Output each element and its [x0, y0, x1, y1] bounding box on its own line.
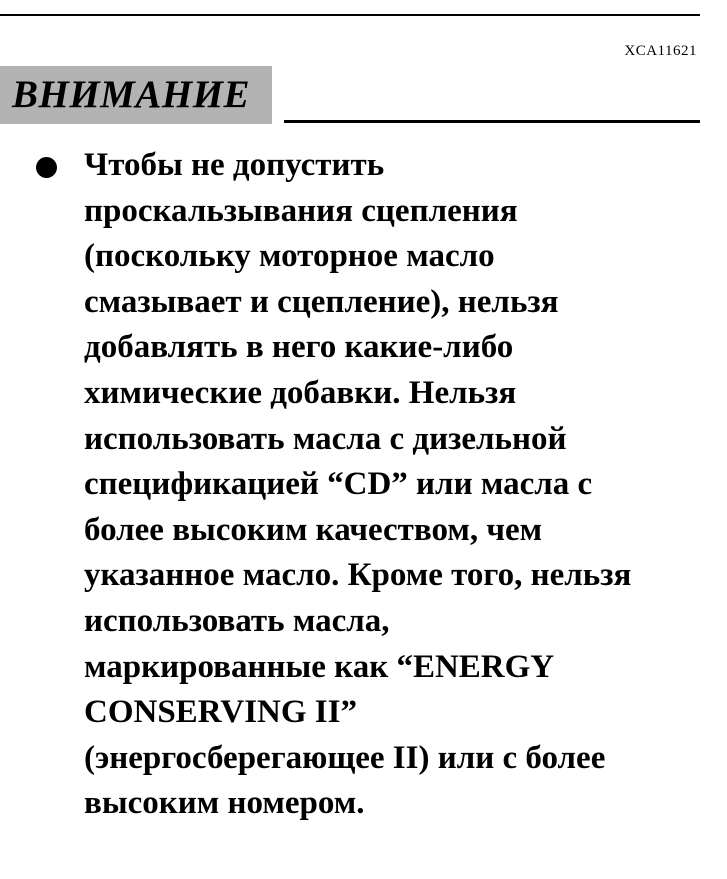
- document-code: XCA11621: [624, 43, 697, 59]
- warning-text-line: использовать масла,: [84, 602, 390, 639]
- warning-text-line: спецификацией “CD” или масла с: [84, 466, 593, 503]
- warning-text-line: добавлять в него какие-либо: [84, 329, 514, 366]
- warning-text-line: химические добавки. Нельзя: [84, 374, 517, 411]
- warning-text-line: (энергосберегающее II) или с более: [84, 739, 606, 776]
- warning-text-line: Чтобы не допустить: [84, 147, 385, 183]
- warning-header: [0, 66, 700, 126]
- warning-text-line: использовать масла с дизельной: [84, 420, 567, 457]
- warning-text-line: (поскольку моторное масло: [84, 238, 495, 275]
- warning-text-line: смазывает и сцепление), нельзя: [84, 283, 559, 320]
- warning-text-line: CONSERVING II”: [84, 694, 357, 731]
- warning-text-line: маркированные как “ENERGY: [84, 648, 555, 685]
- warning-text-line: проскальзывания сцепления: [84, 192, 518, 229]
- warning-label: ВНИМАНИЕ: [12, 73, 251, 116]
- top-rule: [0, 14, 700, 16]
- warning-label-box: [0, 66, 272, 124]
- warning-text-line: более высоким качеством, чем: [84, 511, 543, 548]
- warning-header-rule: [284, 120, 700, 123]
- warning-text-line: высоким номером.: [84, 785, 365, 822]
- warning-text-line: указанное масло. Кроме того, нельзя: [84, 557, 632, 594]
- bullet-icon: [36, 157, 57, 178]
- warning-text: [84, 143, 702, 827]
